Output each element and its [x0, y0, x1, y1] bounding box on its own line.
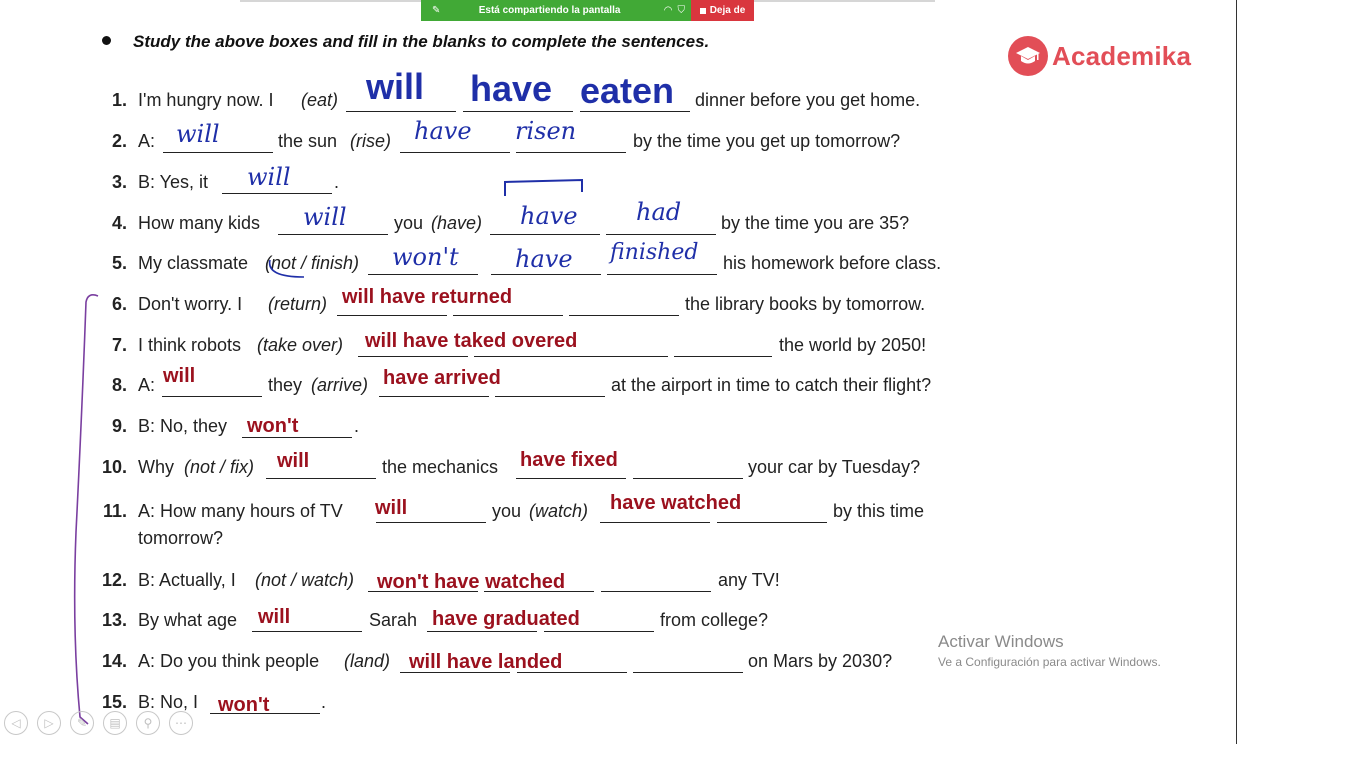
verb-hint: (watch)	[529, 501, 589, 521]
handwritten-answer: have	[515, 245, 573, 273]
typed-answer: have fixed	[520, 449, 618, 471]
sentence-text: I'm hungry now. I	[138, 90, 274, 110]
sentence-text: by the time you get up tomorrow?	[633, 131, 901, 151]
verb-hint: (return)	[268, 294, 328, 314]
answer-blank[interactable]	[516, 478, 626, 479]
share-status	[421, 0, 691, 21]
answer-blank[interactable]	[222, 193, 332, 194]
pen-icon[interactable]: ✎	[70, 711, 94, 735]
item-number: 10.	[101, 457, 127, 477]
sentence-text: A: Do you think people	[138, 651, 320, 671]
item-number: 15.	[101, 692, 127, 712]
verb-hint: (rise)	[350, 131, 391, 151]
verb-hint: (not / fix)	[184, 457, 255, 477]
sentence-text: tomorrow?	[138, 528, 224, 548]
typed-answer: have graduated	[432, 608, 580, 630]
typed-answer: will have taked overed	[365, 330, 578, 352]
handwritten-answer: have	[414, 117, 472, 145]
typed-answer: will	[375, 497, 408, 519]
answer-blank[interactable]	[474, 356, 584, 357]
handwritten-answer: will	[303, 203, 347, 231]
typed-answer: will	[258, 606, 291, 628]
item-number: 6.	[111, 294, 127, 314]
logo-text: Academika	[1052, 40, 1192, 71]
answer-blank[interactable]	[570, 356, 668, 357]
windows-activation-watermark	[938, 632, 1161, 669]
previous-icon[interactable]: ◁	[4, 711, 28, 735]
sentence-text: the sun	[278, 131, 338, 151]
sentence-text: at the airport in time to catch their flight?	[611, 375, 932, 395]
typed-answer: will have landed	[409, 651, 563, 673]
sentence-text: I think robots	[138, 335, 242, 355]
answer-blank[interactable]	[368, 274, 478, 275]
handwritten-answer: will	[247, 163, 291, 191]
sentence-text: from college?	[660, 610, 769, 630]
answer-blank[interactable]	[358, 356, 468, 357]
answer-blank[interactable]	[544, 631, 654, 632]
handwritten-answer: have	[470, 68, 553, 109]
sentence-text: B: Yes, it	[138, 172, 209, 192]
screen-share-bar	[421, 0, 754, 21]
watermark-subtitle: Ve a Configuración para activar Windows.	[938, 655, 1161, 669]
item-number: 4.	[111, 213, 127, 233]
share-status-text: Está compartiendo la pantalla	[478, 5, 621, 16]
academika-logo	[1008, 36, 1191, 76]
handwritten-answer: will	[366, 66, 425, 107]
zoom-icon[interactable]: ⚲	[136, 711, 160, 735]
handwritten-answer: risen	[515, 117, 577, 145]
typed-answer: have watched	[610, 492, 742, 514]
verb-hint: (not / finish)	[265, 253, 360, 273]
answer-blank[interactable]	[346, 111, 456, 112]
sentence-text: by this time	[833, 501, 925, 521]
handwritten-answer: will	[176, 120, 220, 148]
sentence-text: A:	[138, 375, 156, 395]
answer-blank[interactable]	[278, 234, 388, 235]
sentence-text: .	[321, 692, 327, 712]
typed-answer: will	[163, 365, 196, 387]
sentence-text: .	[354, 416, 360, 436]
answer-blank[interactable]	[266, 478, 376, 479]
instruction	[102, 32, 709, 52]
typed-answer: have arrived	[383, 367, 501, 389]
typed-answer: will have returned	[342, 286, 513, 308]
sentence-text: you	[394, 213, 424, 233]
sentence-text: A: How many hours of TV	[138, 501, 343, 521]
item-number: 5.	[111, 253, 127, 273]
verb-hint: (take over)	[257, 335, 344, 355]
answer-blank[interactable]	[569, 315, 679, 316]
item-number: 14.	[101, 651, 127, 671]
sentence-text: dinner before you get home.	[695, 90, 921, 110]
item-number: 8.	[111, 375, 127, 395]
answer-blank[interactable]	[463, 111, 573, 112]
sentence-text: By what age	[138, 610, 238, 630]
sentence-text: .	[334, 172, 340, 192]
instruction-text: Study the above boxes and fill in the blanks to complete the sentences.	[133, 32, 710, 51]
underline-mark-icon	[268, 257, 306, 281]
bracket-mark-icon	[60, 292, 104, 732]
sentence-text: on Mars by 2030?	[748, 651, 893, 671]
sentence-text: B: No, they	[138, 416, 228, 436]
shield-icon[interactable]: ⛉	[677, 5, 685, 16]
watermark-title: Activar Windows	[938, 632, 1064, 651]
answer-blank[interactable]	[453, 315, 563, 316]
answer-blank[interactable]	[379, 396, 489, 397]
more-icon[interactable]: ⋯	[169, 711, 193, 735]
stop-sharing-label: Deja de	[709, 5, 746, 16]
sentence-text: Sarah	[369, 610, 418, 630]
answer-blank[interactable]	[163, 152, 273, 153]
answer-blank[interactable]	[674, 356, 772, 357]
answer-blank[interactable]	[162, 396, 262, 397]
answer-blank[interactable]	[495, 396, 605, 397]
item-number: 1.	[111, 90, 127, 110]
item-number: 2.	[111, 131, 127, 151]
sentence-text: A:	[138, 131, 156, 151]
answer-blank[interactable]	[490, 234, 600, 235]
item-number: 12.	[101, 570, 127, 590]
stop-icon	[700, 8, 706, 14]
sentence-text: B: Actually, I	[138, 570, 236, 590]
typed-answer: won't	[247, 415, 299, 437]
window-divider	[1236, 0, 1237, 744]
item-number: 7.	[111, 335, 127, 355]
sentence-text: the library books by tomorrow.	[685, 294, 926, 314]
answer-blank[interactable]	[633, 478, 743, 479]
verb-hint: (eat)	[301, 90, 339, 110]
sentence-text: the world by 2050!	[779, 335, 927, 355]
answer-blank[interactable]	[601, 591, 711, 592]
bullet-icon	[102, 36, 111, 45]
sentence-text: your car by Tuesday?	[748, 457, 921, 477]
next-icon[interactable]: ▷	[37, 711, 61, 735]
answer-blank[interactable]	[516, 152, 626, 153]
typed-answer: won't have watched	[377, 571, 566, 593]
sentence-text: any TV!	[718, 570, 780, 590]
sentence-text: you	[492, 501, 522, 521]
verb-hint: (have)	[431, 213, 483, 233]
item-number: 3.	[111, 172, 127, 192]
sentence-text: Why	[138, 457, 174, 477]
stop-sharing-button[interactable]	[691, 0, 754, 21]
sentence-text: by the time you are 35?	[721, 213, 910, 233]
sentence-text: the mechanics	[382, 457, 499, 477]
sentence-text: B: No, I	[138, 692, 199, 712]
sentence-text: they	[268, 375, 303, 395]
typed-answer: won't	[218, 694, 270, 716]
answer-blank[interactable]	[600, 522, 710, 523]
slides-icon[interactable]: ▤	[103, 711, 127, 735]
handwritten-answer: finished	[610, 240, 699, 265]
answer-blank[interactable]	[607, 274, 717, 275]
answer-blank[interactable]	[337, 315, 447, 316]
answer-blank[interactable]	[491, 274, 601, 275]
handwritten-answer: eaten	[580, 70, 675, 111]
handwritten-answer: have	[520, 202, 578, 230]
correction-mark-icon	[502, 176, 586, 198]
item-number: 13.	[101, 610, 127, 630]
answer-blank[interactable]	[427, 631, 537, 632]
pin-icon[interactable]: ✎	[432, 5, 441, 16]
handwritten-answer: won't	[392, 243, 459, 271]
typed-answer: will	[277, 450, 310, 472]
item-number: 9.	[111, 416, 127, 436]
answer-blank[interactable]	[606, 234, 716, 235]
answer-blank[interactable]	[400, 152, 510, 153]
answer-blank[interactable]	[376, 522, 486, 523]
handwritten-answer: had	[636, 198, 682, 226]
verb-hint: (land)	[344, 651, 391, 671]
verb-hint: (arrive)	[311, 375, 368, 395]
sentence-text: My classmate	[138, 253, 249, 273]
verb-hint: (not / watch)	[255, 570, 355, 590]
presentation-controls	[4, 711, 193, 735]
answer-blank[interactable]	[252, 631, 362, 632]
answer-blank[interactable]	[717, 522, 827, 523]
signal-icon[interactable]: ◠	[663, 5, 673, 16]
sentence-text: Don't worry. I	[138, 294, 243, 314]
answer-blank[interactable]	[633, 672, 743, 673]
item-number: 11.	[102, 501, 127, 521]
sentence-text: How many kids	[138, 213, 261, 233]
sentence-text: his homework before class.	[723, 253, 942, 273]
graduation-cap-icon	[1008, 36, 1048, 76]
